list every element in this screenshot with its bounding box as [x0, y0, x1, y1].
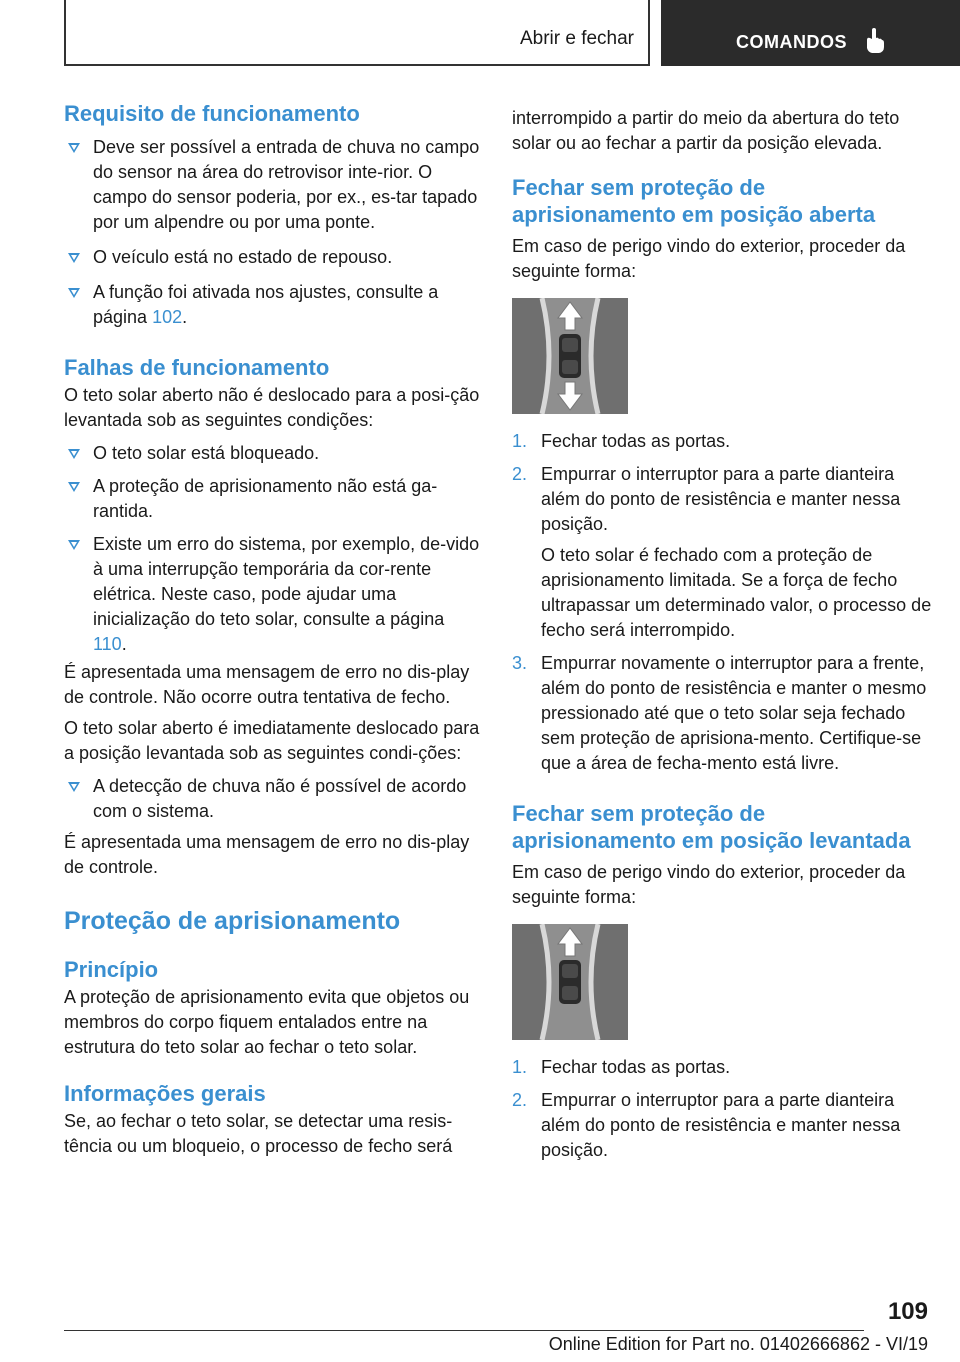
list-item: A função foi ativada nos ajustes, consulte a página 102.	[64, 280, 480, 330]
triangle-bullet-icon	[68, 449, 80, 459]
header-section-box	[64, 0, 650, 66]
roof-switch-illustration	[512, 298, 628, 414]
list-item: 2. Empurrar o interruptor para a parte dianteira além do ponto de resistência e manter nessa posição. O teto solar é fechado com a proteção de aprisionamento limitada. Se a força de fecho ultrapassar um determinado valor, o processo de fecho será interrompido.	[512, 462, 932, 643]
aberta-intro: Em caso de perigo vindo do exterior, proceder da seguinte forma:	[512, 236, 906, 281]
left-column	[64, 100, 480, 1159]
right-column	[512, 106, 932, 1163]
roof-switch-illustration	[512, 924, 628, 1040]
falhas-message-2: É apresentada uma mensagem de erro no dis-play de controle.	[64, 832, 470, 877]
list-item: 1. Fechar todas as portas.	[512, 431, 731, 451]
falhas-message-1: É apresentada uma mensagem de erro no dis-play de controle. Não ocorre outra tentativa de fecho.	[64, 662, 470, 707]
heading-principio: Princípio	[64, 957, 159, 982]
list-item: A proteção de aprisionamento não está ga-rantida.	[64, 474, 480, 524]
step-note: O teto solar é fechado com a proteção de aprisionamento limitada. Se a força de fecho ultrapassar um determinado valor, o processo de fecho será interrompido.	[541, 545, 932, 640]
page-link-102[interactable]: 102	[152, 307, 183, 327]
list-item: O veículo está no estado de repouso.	[64, 245, 480, 270]
continued-text: interrompido a partir do meio da abertura do teto solar ou ao fechar a partir da posição elevada.	[512, 108, 900, 153]
triangle-bullet-icon	[68, 253, 80, 263]
heading-fechar-levantada: Fechar sem proteção de aprisionamento em posição levantada	[512, 801, 911, 853]
triangle-bullet-icon	[68, 540, 80, 550]
falhas-list	[64, 441, 480, 657]
heading-informacoes: Informações gerais	[64, 1081, 266, 1106]
header-chapter-box	[661, 0, 960, 66]
principio-text: A proteção de aprisionamento evita que objetos ou membros do corpo fiquem entalados entre na estrutura do teto solar ao fechar o teto solar.	[64, 987, 470, 1057]
list-item: 1. Fechar todas as portas.	[512, 1057, 731, 1077]
list-item: 2. Empurrar o interruptor para a parte dianteira além do ponto de resistência e manter nessa posição.	[512, 1090, 901, 1160]
heading-protecao: Proteção de aprisionamento	[64, 907, 401, 935]
heading-fechar-aberta: Fechar sem proteção de aprisionamento em posição aberta	[512, 175, 876, 227]
requisito-list	[64, 135, 480, 330]
levantada-intro: Em caso de perigo vindo do exterior, proceder da seguinte forma:	[512, 862, 906, 907]
triangle-bullet-icon	[68, 482, 80, 492]
aberta-steps	[512, 429, 932, 776]
list-item: A detecção de chuva não é possível de acordo com o sistema.	[64, 774, 480, 824]
falhas-paragraph-2: O teto solar aberto é imediatamente deslocado para a posição levantada sob as seguintes condi-ções:	[64, 718, 480, 763]
list-item: Existe um erro do sistema, por exemplo, de-vido à uma interrupção temporária da cor-rente elétrica. Neste caso, pode ajudar uma inicialização do teto solar, consulte a página 110.	[64, 532, 480, 657]
levantada-steps	[512, 1055, 932, 1163]
triangle-bullet-icon	[68, 143, 80, 153]
header-chapter-title: COMANDOS	[736, 31, 847, 52]
page-number: 109	[887, 1298, 928, 1325]
triangle-bullet-icon	[68, 288, 80, 298]
list-item: Deve ser possível a entrada de chuva no campo do sensor na área do retrovisor inte-rior. O campo do sensor poderia, por ex., es-tar tapado por um alpendre ou por uma ponte.	[64, 135, 480, 235]
triangle-bullet-icon	[68, 782, 80, 792]
pointing-hand-icon	[863, 28, 885, 54]
footer-divider	[64, 1330, 864, 1331]
falhas-list-2	[64, 774, 480, 824]
page-link-110[interactable]: 110	[93, 634, 122, 654]
heading-falhas: Falhas de funcionamento	[64, 355, 330, 380]
list-item: 3. Empurrar novamente o interruptor para a frente, além do ponto de resistência e manter o mesmo pressionado até que o teto solar seja fechado sem proteção de aprisiona-mento. Certifique-se que a área de fecha-mento está livre.	[512, 653, 927, 773]
footer-edition: Online Edition for Part no. 01402666862 - VI/19	[548, 1334, 928, 1354]
falhas-intro: O teto solar aberto não é deslocado para a posi-ção levantada sob as seguintes condições:	[64, 385, 480, 430]
header-section-title: Abrir e fechar	[519, 28, 634, 49]
informacoes-text: Se, ao fechar o teto solar, se detectar uma resis-tência ou um bloqueio, o processo de fecho será	[64, 1111, 453, 1156]
heading-requisito: Requisito de funcionamento	[64, 101, 360, 126]
list-item: O teto solar está bloqueado.	[64, 441, 480, 466]
